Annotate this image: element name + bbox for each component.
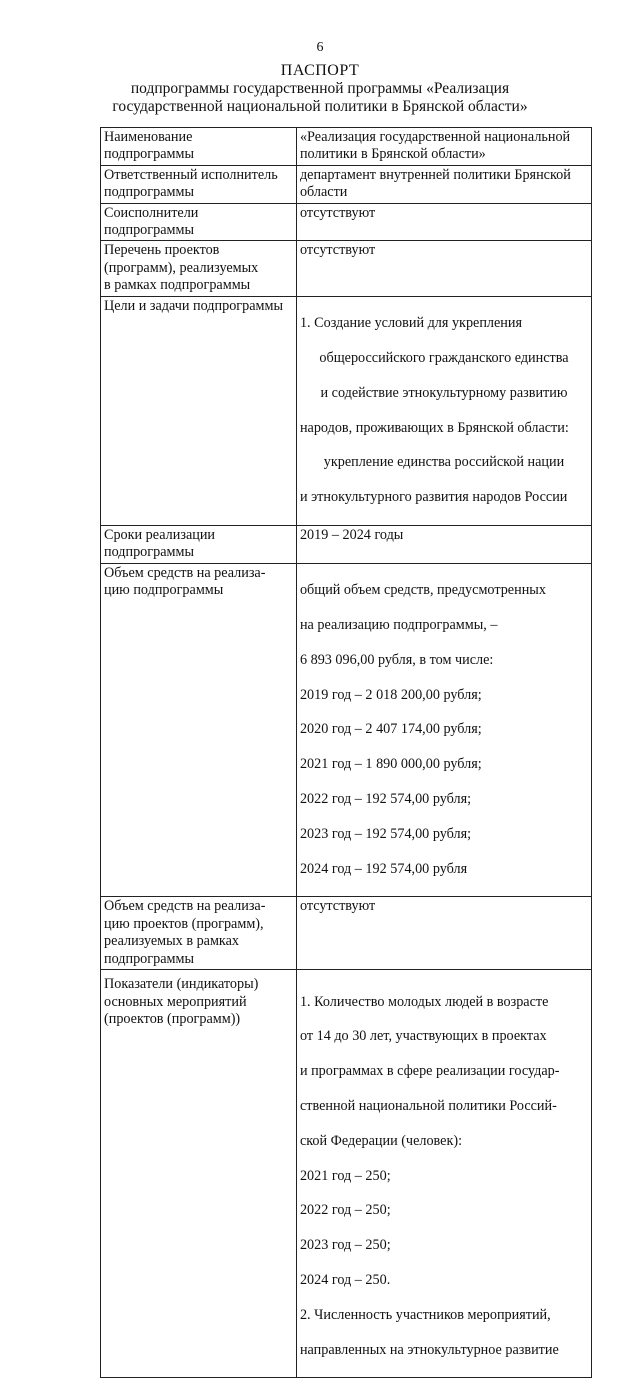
row-value: отсутствуют [296, 897, 591, 970]
funding-line: на реализацию подпрограммы, – [299, 616, 498, 633]
page-number: 6 [316, 40, 324, 55]
funding-line: 6 893 096,00 рубля, в том числе: [299, 651, 494, 668]
indicators-line: 2024 год – 250. [299, 1272, 391, 1288]
row-label: Объем средств на реализа- цию подпрограммы [101, 563, 297, 897]
table-row-executor [101, 165, 592, 203]
table-row-timeframe [101, 525, 592, 563]
row-label: Объем средств на реализа- цию проектов (программ), реализуемых в рамках подпрограммы [101, 897, 297, 970]
indicators-line: направленных на этнокультурное развитие [299, 1341, 559, 1358]
document-heading [0, 62, 640, 116]
indicators-line: от 14 до 30 лет, участвующих в проектах [299, 1028, 547, 1045]
indicators-line: ственной национальной политики Россий- [299, 1097, 557, 1114]
funding-line: 2022 год – 192 574,00 рубля; [299, 791, 472, 808]
row-label: Ответственный исполнитель подпрограммы [101, 165, 297, 203]
row-value: департамент внутренней политики Брянской области [296, 165, 591, 203]
table-row-funding [101, 563, 592, 897]
indicators-line: ской Федерации (человек): [299, 1132, 463, 1149]
indicators-line: 2022 год – 250; [299, 1202, 391, 1219]
funding-line: 2019 год – 2 018 200,00 рубля; [299, 686, 482, 703]
table-row-indicators [101, 970, 592, 1378]
document-subtitle-line-2: государственной национальной политики в Брянской области» [112, 98, 528, 115]
passport-table [100, 127, 592, 1378]
table-row-objectives [101, 296, 592, 525]
row-value [296, 296, 591, 525]
table-row-name [101, 128, 592, 166]
table-row-project-list [101, 241, 592, 296]
funding-line: 2020 год – 2 407 174,00 рубля; [299, 721, 482, 738]
row-label: Соисполнители подпрограммы [101, 203, 297, 241]
row-label: Сроки реализации подпрограммы [101, 525, 297, 563]
table-row-project-funding [101, 897, 592, 970]
document-subtitle-line-1: подпрограммы государственной программы «Реализация [130, 80, 510, 97]
row-value: 2019 – 2024 годы [296, 525, 591, 563]
row-value [296, 970, 591, 1378]
funding-line: общий объем средств, предусмотренных [299, 582, 546, 599]
objectives-line: укрепление единства российской нации [323, 454, 565, 471]
objectives-line: и этнокультурного развития народов России [299, 489, 568, 506]
row-label: Наименование подпрограммы [101, 128, 297, 166]
indicators-line: 1. Количество молодых людей в возрасте [299, 993, 549, 1010]
row-value: «Реализация государственной национальной политики в Брянской области» [296, 128, 591, 166]
objectives-line: и содействие этнокультурному развитию [320, 384, 568, 401]
objectives-line: общероссийского гражданского единства [319, 349, 569, 366]
indicators-line: 2021 год – 250; [299, 1167, 391, 1184]
document-title: ПАСПОРТ [280, 62, 360, 79]
funding-line: 2021 год – 1 890 000,00 рубля; [299, 756, 482, 773]
row-value: отсутствуют [296, 203, 591, 241]
row-label: Перечень проектов (программ), реализуемых в рамках подпрограммы [101, 241, 297, 296]
objectives-line: 1. Создание условий для укрепления [299, 315, 523, 332]
indicators-line: и программах в сфере реализации государ- [299, 1063, 560, 1080]
indicators-line: 2023 год – 250; [299, 1237, 391, 1254]
table-row-coexecutors [101, 203, 592, 241]
row-label: Показатели (индикаторы) основных мероприятий (проектов (программ)) [101, 970, 297, 1378]
funding-line: 2024 год – 192 574,00 рубля [299, 860, 468, 877]
funding-line: 2023 год – 192 574,00 рубля; [299, 825, 472, 842]
objectives-line: народов, проживающих в Брянской области: [299, 419, 569, 436]
indicators-line: 2. Численность участников мероприятий, [299, 1306, 551, 1323]
row-value: отсутствуют [296, 241, 591, 296]
row-value [296, 563, 591, 897]
row-label: Цели и задачи подпрограммы [101, 296, 297, 525]
